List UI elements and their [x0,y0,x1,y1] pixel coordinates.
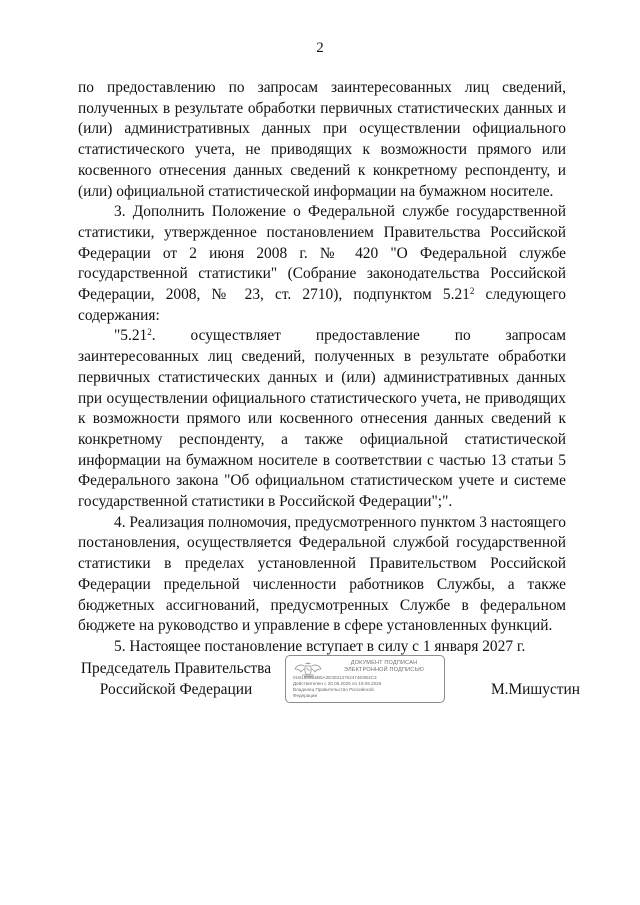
stamp-title-line-2: ЭЛЕКТРОННОЙ ПОДПИСЬЮ [343,666,425,673]
signatory-position-line-1: Председатель Правительства [80,660,272,677]
document-body [78,78,566,658]
quoted-subparagraph-text: . осуществляет предоставление по запросам заинтересованных лиц сведений, полученных в результате обработки первичных статистических данных и (или) административных данных при осуществлении официального статистического учета, не приводящих к возможности прямого или косвенного отнесения данных сведений к конкретному респонденту, а также официальной статистической информации на бумажном носителе в соответствии с частью 13 статьи 5 Федерального закона "Об официальном статистическом учете и системе государственной статистики в Российской Федерации";". [78,327,566,511]
superscript-mark: 2 [147,327,152,338]
signatory-position-line-2: Российской Федерации [99,681,253,698]
paragraph-continuation: по предоставлению по запросам заинтересованных лиц сведений, полученных в результате обработки первичных статистических данных и (или) административных данных при осуществлении официального статистического учета, не приводящих к возможности прямого или косвенного отнесения данных сведений к конкретному респонденту, и (или) официальной статистической информации на бумажном носителе. [78,79,566,200]
signatory-name: М.Мишустин [490,681,580,698]
signature-block [60,655,580,735]
stamp-details [293,675,441,699]
paragraph-item-3-ending: следующего содержания: [78,286,566,324]
paragraph-item-5: 5. Настоящее постановление вступает в силу с 1 января 2027 г. [114,637,526,655]
quoted-subparagraph [78,326,566,512]
signatory-position [76,658,276,700]
stamp-title-line-1: ДОКУМЕНТ ПОДПИСАН [350,660,418,666]
electronic-signature-stamp [285,655,445,703]
stamp-validity: Действителен с 20.06.2025 по 19.09.2026 [293,681,382,686]
page-number: 2 [316,40,324,56]
paragraph-item-4: 4. Реализация полномочия, предусмотренного пунктом 3 настоящего постановления, осуществляется Федеральной службой государственной статистики в пределах установленной Правительством Российской Федерации предельной численности работников Службы, а также бюджетных ассигнований, предусмотренных Службе в федеральном бюджете на руководство и управление в сфере установленных функций. [78,513,566,635]
quoted-subparagraph-number: "5.21 [114,327,148,345]
paragraph-item-3 [78,202,566,326]
superscript-mark: 2 [469,286,475,297]
stamp-owner-line-1: Владелец Правительство Российской [293,687,374,692]
stamp-title [328,660,440,673]
paragraph-item-3-text: 3. Дополнить Положение о Федеральной службе государственной статистики, утвержденное постановлением Правительства Российской Федерации от 2 июня 2008 г. № 420 "О Федеральной службе государственной статистики" (Собрание законодательства Российской Федерации, 2008, № 23, ст. 2710), подпунктом 5.21 [78,203,566,304]
stamp-owner-line-2: Федерации [293,693,318,698]
stamp-certificate: 01B1688B5B5A2E30313762474E0B4C3 [293,675,377,680]
